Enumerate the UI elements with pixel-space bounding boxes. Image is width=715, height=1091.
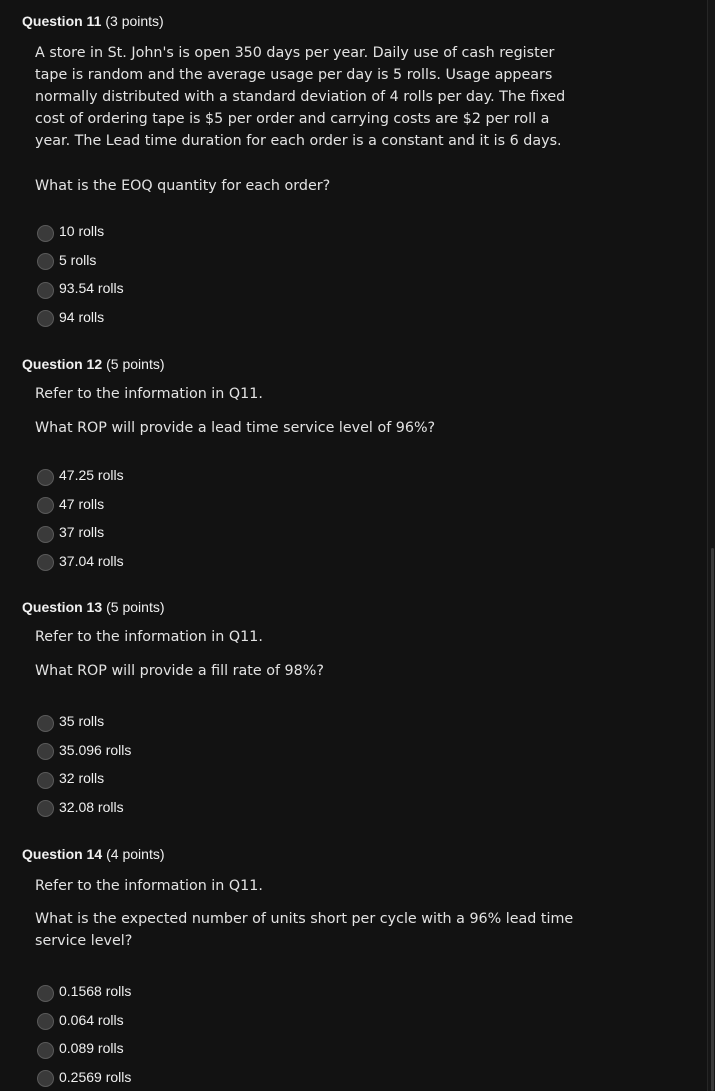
answer-option[interactable] [37, 736, 131, 765]
answer-option[interactable] [37, 793, 131, 822]
question-title: Question 12 [22, 356, 103, 372]
radio-button[interactable] [37, 469, 54, 486]
question-prompt [35, 660, 324, 682]
answer-choices [37, 217, 124, 331]
answer-label: 32 rolls [59, 770, 105, 787]
question-title: Question 13 [22, 599, 103, 615]
question-13 [22, 598, 682, 815]
radio-button[interactable] [37, 225, 54, 242]
radio-button[interactable] [37, 772, 54, 789]
question-prompt [35, 175, 330, 197]
question-12 [22, 355, 682, 569]
answer-option[interactable] [37, 246, 124, 275]
answer-label: 47 rolls [59, 495, 105, 512]
answer-label: 32.08 rolls [59, 798, 124, 815]
answer-label: 0.2569 rolls [59, 1068, 132, 1085]
answer-choices [37, 977, 131, 1091]
question-refer [35, 875, 263, 897]
question-refer-text: Refer to the information in Q11. [35, 386, 263, 402]
answer-label: 10 rolls [59, 223, 105, 240]
question-prompt-text: service level? [35, 933, 133, 949]
question-prompt-text: What ROP will provide a lead time service level of 96%? [35, 420, 436, 436]
scrollbar-thumb[interactable] [711, 548, 714, 1091]
answer-option[interactable] [37, 490, 124, 519]
answer-option[interactable] [37, 303, 124, 332]
answer-label: 47.25 rolls [59, 467, 124, 484]
question-refer [35, 383, 263, 405]
question-header [22, 355, 682, 375]
question-header [22, 12, 682, 32]
answer-label: 93.54 rolls [59, 280, 124, 297]
answer-label: 35.096 rolls [59, 741, 132, 758]
question-text-line: A store in St. John's is open 350 days per year. Daily use of cash register [35, 45, 555, 61]
answer-label: 0.064 rolls [59, 1011, 124, 1028]
answer-option[interactable] [37, 518, 124, 547]
radio-button[interactable] [37, 1070, 54, 1087]
question-prompt-text: What is the expected number of units short per cycle with a 96% lead time [35, 911, 574, 927]
answer-label: 37.04 rolls [59, 552, 124, 569]
radio-button[interactable] [37, 1042, 54, 1059]
answer-option[interactable] [37, 547, 124, 576]
question-text [35, 42, 565, 152]
question-points: (5 points) [106, 356, 165, 372]
answer-choices [37, 461, 124, 575]
answer-option[interactable] [37, 274, 124, 303]
question-refer-text: Refer to the information in Q11. [35, 629, 263, 645]
question-points: (5 points) [106, 599, 165, 615]
question-points: (4 points) [106, 846, 165, 862]
radio-button[interactable] [37, 282, 54, 299]
answer-label: 0.1568 rolls [59, 983, 132, 1000]
answer-label: 0.089 rolls [59, 1040, 124, 1057]
question-prompt-text: What is the EOQ quantity for each order? [35, 178, 331, 194]
radio-button[interactable] [37, 1013, 54, 1030]
question-prompt-text: What ROP will provide a fill rate of 98%? [35, 663, 324, 679]
answer-label: 5 rolls [59, 251, 97, 268]
answer-label: 94 rolls [59, 308, 105, 325]
question-prompt [35, 908, 573, 952]
answer-option[interactable] [37, 217, 124, 246]
answer-option[interactable] [37, 461, 124, 490]
radio-button[interactable] [37, 526, 54, 543]
radio-button[interactable] [37, 253, 54, 270]
question-refer [35, 626, 263, 648]
question-text-line: tape is random and the average usage per day is 5 rolls. Usage appears [35, 67, 553, 83]
answer-option[interactable] [37, 764, 131, 793]
answer-label: 37 rolls [59, 524, 105, 541]
question-header [22, 598, 682, 618]
answer-label: 35 rolls [59, 713, 105, 730]
question-11 [22, 12, 682, 325]
radio-button[interactable] [37, 800, 54, 817]
answer-option[interactable] [37, 707, 131, 736]
question-refer-text: Refer to the information in Q11. [35, 878, 263, 894]
question-points: (3 points) [105, 13, 164, 29]
question-title: Question 11 [22, 13, 102, 29]
radio-button[interactable] [37, 985, 54, 1002]
answer-option[interactable] [37, 1034, 131, 1063]
question-prompt [35, 417, 435, 439]
radio-button[interactable] [37, 310, 54, 327]
radio-button[interactable] [37, 497, 54, 514]
scrollbar-track[interactable] [707, 0, 715, 1091]
radio-button[interactable] [37, 715, 54, 732]
question-14 [22, 845, 682, 1085]
answer-option[interactable] [37, 1063, 131, 1091]
question-header [22, 845, 682, 865]
radio-button[interactable] [37, 554, 54, 571]
answer-option[interactable] [37, 977, 131, 1006]
question-text-line: normally distributed with a standard deviation of 4 rolls per day. The fixed [35, 89, 566, 105]
radio-button[interactable] [37, 743, 54, 760]
question-text-line: year. The Lead time duration for each order is a constant and it is 6 days. [35, 133, 562, 149]
question-text-line: cost of ordering tape is $5 per order and carrying costs are $2 per roll a [35, 111, 550, 127]
answer-choices [37, 707, 131, 821]
answer-option[interactable] [37, 1006, 131, 1035]
question-title: Question 14 [22, 846, 103, 862]
